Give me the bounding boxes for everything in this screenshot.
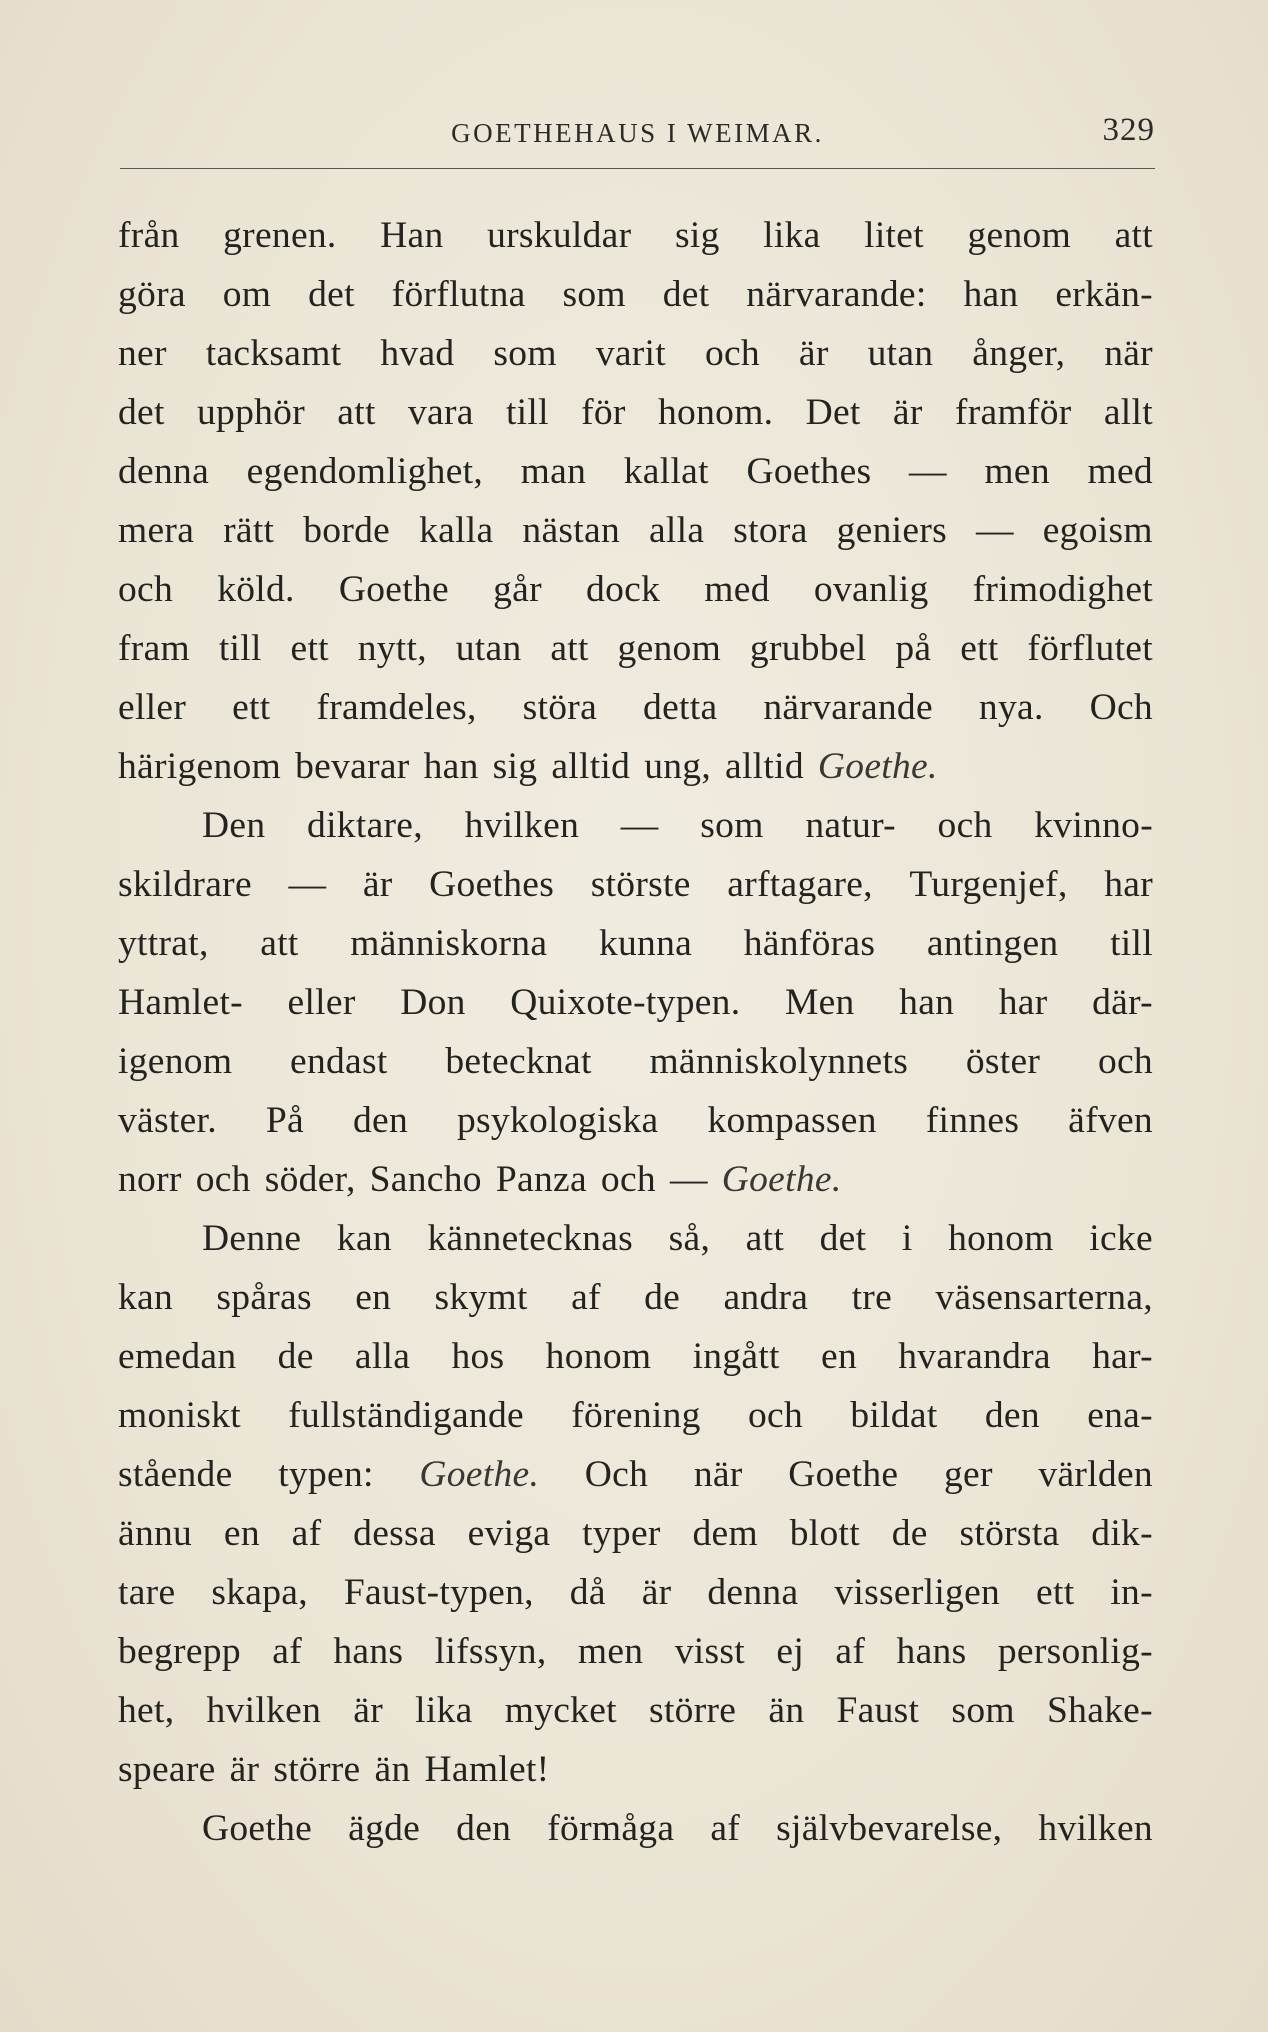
text-line: begrepp af hans lifssyn, men visst ej af hans personlig- <box>118 1631 1153 1672</box>
text-line: eller ett framdeles, störa detta närvarande nya. Och <box>118 687 1153 728</box>
header-rule <box>120 168 1155 169</box>
text-line: det upphör att vara till för honom. Det är framför allt <box>118 392 1153 433</box>
text-line: het, hvilken är lika mycket större än Faust som Shake- <box>118 1690 1153 1731</box>
running-header <box>120 112 1155 162</box>
page-number: 329 <box>1102 112 1155 148</box>
text-line: och köld. Goethe går dock med ovanlig frimodighet <box>118 569 1153 610</box>
text-line: norr och söder, Sancho Panza och — Goethe. <box>118 1159 842 1200</box>
text-line: igenom endast betecknat människolynnets öster och <box>118 1041 1153 1082</box>
text-line: moniskt fullständigande förening och bildat den ena- <box>118 1395 1153 1436</box>
text-line: väster. På den psykologiska kompassen finnes äfven <box>118 1100 1153 1141</box>
text-line: kan spåras en skymt af de andra tre väsensarterna, <box>118 1277 1153 1318</box>
text-line: stående typen: Goethe. Och när Goethe ger världen <box>118 1454 1153 1495</box>
body-text <box>118 206 1153 1858</box>
text-line: yttrat, att människorna kunna hänföras antingen till <box>118 923 1153 964</box>
running-title: GOETHEHAUS I WEIMAR. <box>451 118 824 148</box>
text-line: emedan de alla hos honom ingått en hvarandra har- <box>118 1336 1153 1377</box>
text-line: göra om det förflutna som det närvarande: han erkän- <box>118 274 1153 315</box>
text-line: fram till ett nytt, utan att genom grubbel på ett förflutet <box>118 628 1153 669</box>
text-line: mera rätt borde kalla nästan alla stora geniers — egoism <box>118 510 1153 551</box>
text-line: härigenom bevarar han sig alltid ung, alltid Goethe. <box>118 746 938 787</box>
text-line: Den diktare, hvilken — som natur- och kvinno- <box>202 805 1153 846</box>
text-line: speare är större än Hamlet! <box>118 1749 550 1790</box>
text-line: tare skapa, Faust-typen, då är denna visserligen ett in- <box>118 1572 1153 1613</box>
text-line: skildrare — är Goethes störste arftagare, Turgenjef, har <box>118 864 1153 905</box>
text-line: ner tacksamt hvad som varit och är utan ånger, när <box>118 333 1153 374</box>
text-line: Goethe ägde den förmåga af självbevarelse, hvilken <box>202 1808 1153 1849</box>
text-line: Denne kan kännetecknas så, att det i honom icke <box>202 1218 1153 1259</box>
text-line: från grenen. Han urskuldar sig lika litet genom att <box>118 215 1153 256</box>
text-line: Hamlet- eller Don Quixote-typen. Men han har där- <box>118 982 1153 1023</box>
text-line: ännu en af dessa eviga typer dem blott de största dik- <box>118 1513 1153 1554</box>
text-line: denna egendomlighet, man kallat Goethes — men med <box>118 451 1153 492</box>
